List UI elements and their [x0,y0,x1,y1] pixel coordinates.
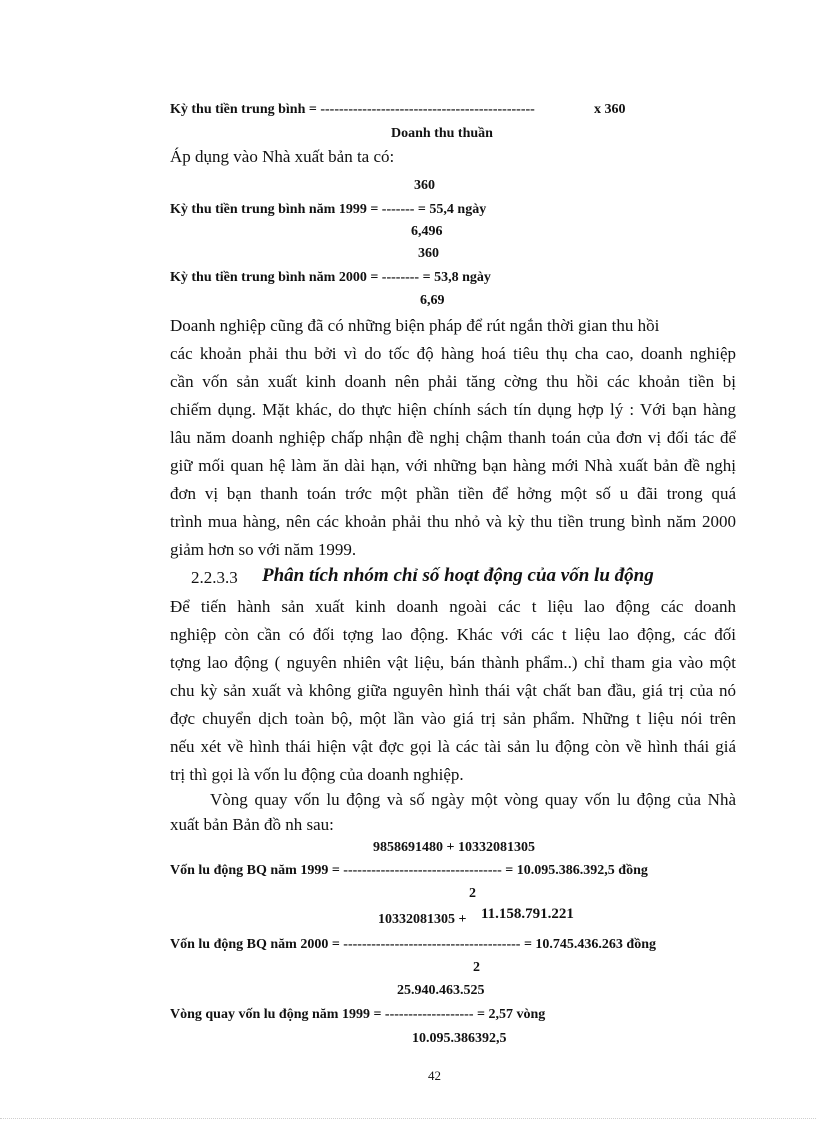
page-number: 42 [428,1068,441,1083]
section-title: Phân tích nhóm chỉ số hoạt động của vốn lu động [262,565,654,586]
turnover-1999-line: Vòng quay vốn lu động năm 1999 = ------------------- = 2,57 vòng [170,1007,546,1022]
capital-1999-line: Vốn lu động BQ năm 1999 = ---------------------------------- = 10.095.386.392,5 đồng [170,863,648,878]
paragraph-2-line: Để tiến hành sản xuất kinh doanh ngoài các t liệu lao động các doanh [170,597,736,616]
calc-2000-denominator: 6,69 [420,293,445,308]
paragraph-1-last-line: giảm hơn so với năm 1999. [170,540,357,559]
paragraph-3-last-line: xuất bản Bản đồ nh sau: [170,815,334,834]
paragraph-1-line: đơn vị bạn thanh toán trớc một phần tiền để hởng một số u đãi trong quá [170,484,736,503]
calc-2000-line: Kỳ thu tiền trung bình năm 2000 = -------- = 53,8 ngày [170,270,491,285]
formula-general-denominator: Doanh thu thuần [391,126,493,141]
paragraph-2-line: chu kỳ sản xuất và không giữa nguyên hình thái vật chất ban đầu, giá trị của nó [170,681,736,700]
paragraph-3-line: Vòng quay vốn lu động và số ngày một vòng quay vốn lu động của Nhà [210,790,736,809]
calc-1999-line: Kỳ thu tiền trung bình năm 1999 = ------- = 55,4 ngày [170,202,487,217]
turnover-1999-numerator: 25.940.463.525 [397,983,485,998]
paragraph-2-line: tợng lao động ( nguyên nhiên vật liệu, bán thành phẩm..) chỉ tham gia vào một [170,653,736,672]
formula-general-line: Kỳ thu tiền trung bình = ---------------------------------------------- [170,102,535,117]
capital-1999-numerator: 9858691480 + 10332081305 [373,840,535,855]
paragraph-2-line: nghiệp còn cần có đối tợng lao động. Khác với các t liệu lao động, các đối [170,625,736,644]
paragraph-1-line: chiếm dụng. Mặt khác, do thực hiện chính sách tín dụng hợp lý : Với bạn hàng [170,400,736,419]
paragraph-1-line: Doanh nghiệp cũng đã có những biện pháp để rút ngắn thời gian thu hồi [170,316,660,335]
page-bottom-divider [0,1118,816,1119]
capital-2000-numerator-b: 11.158.791.221 [481,906,574,922]
paragraph-1-line: các khoản phải thu bởi vì do tốc độ hàng hoá tiêu thụ cha cao, doanh nghiệp [170,344,736,363]
calc-1999-denominator: 6,496 [411,224,443,239]
capital-2000-numerator-a: 10332081305 + [378,912,467,927]
calc-1999-numerator: 360 [414,178,435,193]
capital-2000-denominator: 2 [473,960,480,975]
paragraph-1-line: lâu năm doanh nghiệp chấp nhận đề nghị chậm thanh toán của đơn vị đối tác để [170,428,736,447]
paragraph-1-line: cần vốn sản xuất kinh doanh nên phải tăng cờng thu hồi các khoản tiền bị [170,372,736,391]
capital-2000-line: Vốn lu động BQ năm 2000 = -------------------------------------- = 10.745.436.263 đồng [170,937,657,952]
paragraph-1-line: trình mua hàng, nên các khoản phải thu nhỏ và kỳ thu tiền trung bình năm 2000 [170,512,736,531]
paragraph-2-line: nếu xét về hình thái hiện vật đợc gọi là các tài sản lu động còn về hình thái giá [170,737,736,756]
formula-general-multiplier: x 360 [594,102,626,117]
apply-intro: Áp dụng vào Nhà xuất bản ta có: [170,147,395,166]
paragraph-2-last-line: trị thì gọi là vốn lu động của doanh nghiệp. [170,765,464,784]
capital-1999-denominator: 2 [469,886,476,901]
section-number: 2.2.3.3 [191,568,238,587]
turnover-1999-denominator: 10.095.386392,5 [412,1031,507,1046]
calc-2000-numerator: 360 [418,246,439,261]
paragraph-2-line: đợc chuyển dịch toàn bộ, một lần vào giá trị sản phẩm. Những t liệu nói trên [170,709,736,728]
paragraph-1-line: giữ mối quan hệ làm ăn dài hạn, với những bạn hàng mới Nhà xuất bản đề nghị [170,456,736,475]
